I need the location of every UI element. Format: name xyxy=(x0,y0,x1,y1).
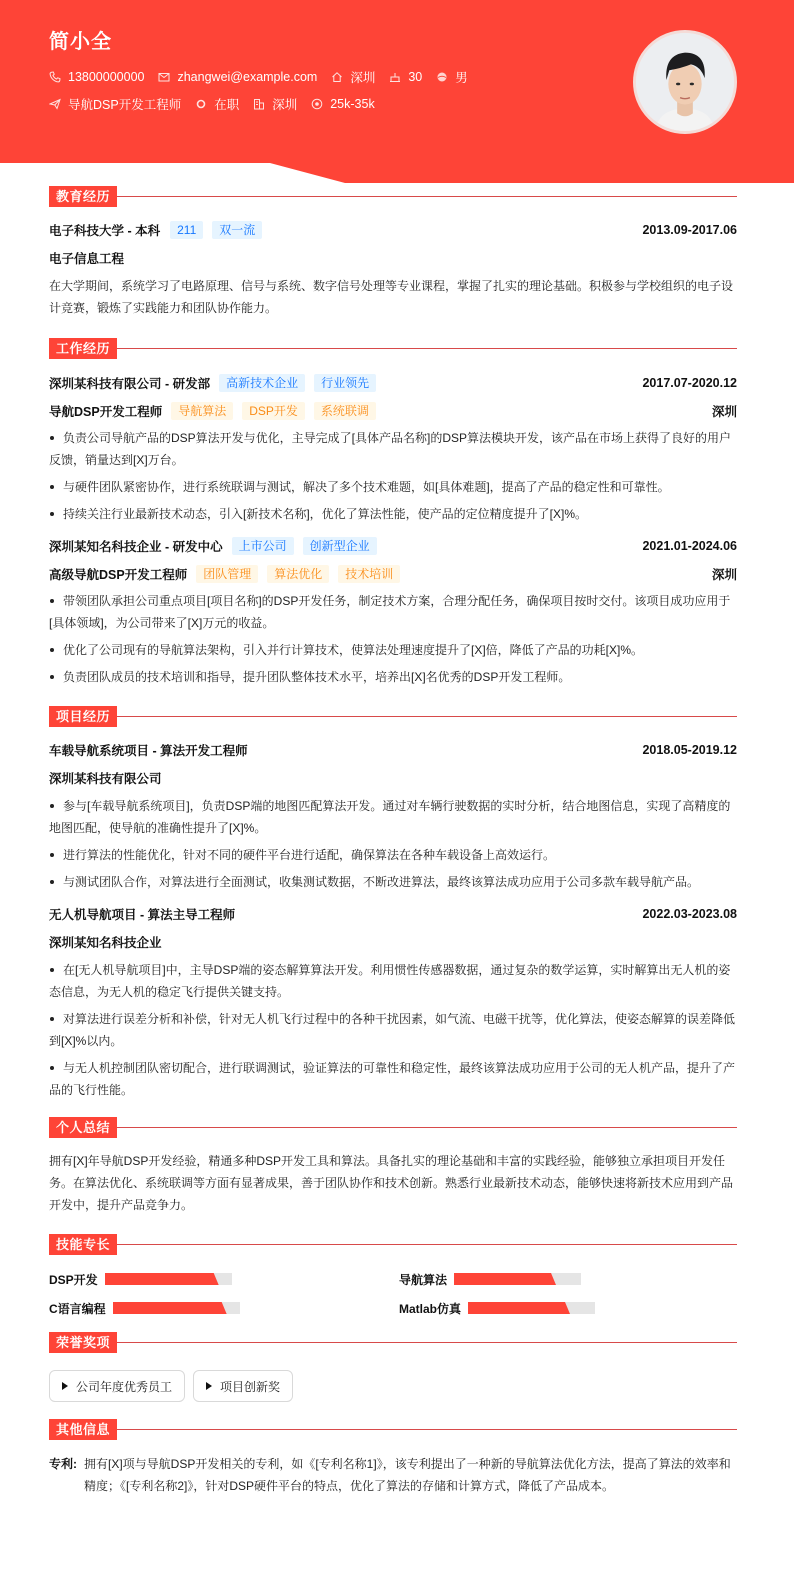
status-icon xyxy=(195,98,207,110)
position-tag: 算法优化 xyxy=(267,565,329,583)
company-tag: 创新型企业 xyxy=(303,537,377,555)
school-tag: 双一流 xyxy=(212,221,262,239)
age-item xyxy=(389,70,422,84)
gender-item xyxy=(436,68,468,86)
project-company: 深圳某知名科技企业 xyxy=(49,936,162,950)
email-item xyxy=(158,70,317,84)
section-header xyxy=(49,1116,737,1138)
school-tag: 211 xyxy=(170,221,203,239)
skill-name: DSP开发 xyxy=(49,1272,98,1287)
work-city-value: 深圳 xyxy=(272,98,298,112)
building-icon xyxy=(253,98,265,110)
project-title: 车载导航系统项目 - 算法开发工程师 xyxy=(49,744,248,758)
other-section xyxy=(49,1418,737,1497)
company-tag: 高新技术企业 xyxy=(219,374,305,392)
award-label: 公司年度优秀员工 xyxy=(76,1379,173,1394)
projects-section xyxy=(49,705,737,1101)
skill-name: C语言编程 xyxy=(49,1301,106,1316)
position-tag: 系统联调 xyxy=(314,402,376,420)
triangle-right-icon xyxy=(62,1382,68,1390)
work-company-row xyxy=(49,536,737,556)
skills-section xyxy=(49,1233,737,1315)
list-item: 在[无人机导航项目]中，主导DSP端的姿态解算算法开发。利用惯性传感器数据，通过复杂的数学运算，实时解算出无人机的姿态信息，为无人机的稳定飞行提供关键支持。 xyxy=(49,959,737,1003)
work-company-row xyxy=(49,373,737,393)
work-bullets xyxy=(49,427,737,525)
position-tag: 技术培训 xyxy=(338,565,400,583)
awards-list xyxy=(49,1370,737,1402)
gender-icon xyxy=(436,71,448,83)
position-title: 导航DSP开发工程师 xyxy=(49,405,163,419)
work-date: 2021.01-2024.06 xyxy=(642,539,737,553)
age-value: 30 xyxy=(408,70,423,84)
section-divider xyxy=(117,196,737,197)
section-divider xyxy=(117,716,737,717)
patent-text: 拥有[X]项与导航DSP开发相关的专利，如《[专利名称1]》，该专利提出了一种新的导航算法优化方法，提高了算法的效率和精度；《[专利名称2]》，针对DSP硬件平台的特点，优化了算法的存储和计算方式，降低了产品成本。 xyxy=(84,1457,731,1493)
section-header xyxy=(49,185,737,207)
section-title-awards: 荣誉奖项 xyxy=(49,1332,117,1353)
education-date: 2013.09-2017.06 xyxy=(642,223,737,237)
cake-icon xyxy=(389,71,401,83)
skill-item xyxy=(49,1272,399,1286)
skill-bar-fill xyxy=(468,1302,570,1314)
list-item: 与硬件团队紧密协作，进行系统联调与测试，解决了多个技术难题，如[具体难题]，提高了产品的稳定性和可靠性。 xyxy=(49,476,737,498)
skill-bar xyxy=(113,1302,240,1314)
project-date: 2022.03-2023.08 xyxy=(642,907,737,921)
section-title-skills: 技能专长 xyxy=(49,1234,117,1255)
phone-item xyxy=(49,70,144,84)
phone-icon xyxy=(49,71,61,83)
section-title-projects: 项目经历 xyxy=(49,706,117,727)
list-item: 优化了公司现有的导航算法架构，引入并行计算技术，使算法处理速度提升了[X]倍，降低了产品的功耗[X]%。 xyxy=(49,639,737,661)
award-label: 项目创新奖 xyxy=(220,1379,281,1394)
project-date: 2018.05-2019.12 xyxy=(642,743,737,757)
project-header-row xyxy=(49,904,737,924)
project-bullets xyxy=(49,959,737,1101)
city-value: 深圳 xyxy=(350,71,376,85)
work-entry xyxy=(49,536,737,688)
salary-icon xyxy=(311,98,323,110)
resume-header xyxy=(0,0,794,183)
award-item xyxy=(49,1370,185,1402)
list-item: 负责公司导航产品的DSP算法开发与优化，主导完成了[具体产品名称]的DSP算法模块开发，该产品在市场上获得了良好的用户反馈，销量达到[X]万台。 xyxy=(49,427,737,471)
skill-bar xyxy=(105,1273,232,1285)
patent-row xyxy=(49,1453,737,1497)
project-title: 无人机导航项目 - 算法主导工程师 xyxy=(49,908,236,922)
skills-grid xyxy=(49,1272,737,1315)
skill-item xyxy=(49,1301,399,1315)
education-description: 在大学期间，系统学习了电路原理、信号与系统、数字信号处理等专业课程，掌握了扎实的理论基础。积极参与学校组织的电子设计竞赛，锻炼了实践能力和团队协作能力。 xyxy=(49,279,734,315)
list-item: 与测试团队合作，对算法进行全面测试，收集测试数据，不断改进算法，最终该算法成功应用于公司多款车载导航产品。 xyxy=(49,871,737,893)
triangle-right-icon xyxy=(206,1382,212,1390)
school-name: 电子科技大学 - 本科 xyxy=(49,224,161,238)
section-divider xyxy=(117,1127,737,1128)
work-location: 深圳 xyxy=(711,405,737,419)
avatar xyxy=(633,30,737,134)
gender-value: 男 xyxy=(455,71,468,85)
mail-icon xyxy=(158,71,170,83)
phone-value: 13800000000 xyxy=(68,70,145,84)
project-company: 深圳某科技有限公司 xyxy=(49,772,162,786)
project-entry xyxy=(49,740,737,893)
work-section xyxy=(49,337,737,688)
work-position-row xyxy=(49,564,737,584)
list-item: 负责团队成员的技术培训和指导，提升团队整体技术水平，培养出[X]名优秀的DSP开发工程师。 xyxy=(49,666,737,688)
work-entry xyxy=(49,373,737,525)
list-item: 持续关注行业最新技术动态，引入[新技术名称]，优化了算法性能，使产品的定位精度提升了[X]%。 xyxy=(49,503,737,525)
education-header-row xyxy=(49,220,737,240)
skill-bar-fill xyxy=(105,1273,219,1285)
home-icon xyxy=(331,71,343,83)
position-item xyxy=(49,95,181,113)
section-header xyxy=(49,1331,737,1353)
summary-section xyxy=(49,1116,737,1216)
major: 电子信息工程 xyxy=(49,252,125,266)
position-tag: DSP开发 xyxy=(242,402,305,420)
project-header-row xyxy=(49,740,737,760)
list-item: 进行算法的性能优化，针对不同的硬件平台进行适配，确保算法在各种车载设备上高效运行。 xyxy=(49,844,737,866)
section-header xyxy=(49,1233,737,1255)
section-header xyxy=(49,337,737,359)
section-divider xyxy=(117,1244,737,1245)
section-header xyxy=(49,705,737,727)
position-tag: 导航算法 xyxy=(171,402,233,420)
section-title-education: 教育经历 xyxy=(49,186,117,207)
work-position-row xyxy=(49,401,737,421)
position-value: 导航DSP开发工程师 xyxy=(68,98,182,112)
avatar-portrait-icon xyxy=(636,33,734,131)
skill-item xyxy=(399,1301,737,1315)
candidate-name: 简小全 xyxy=(49,31,112,53)
section-title-work: 工作经历 xyxy=(49,338,117,359)
salary-value: 25k-35k xyxy=(330,97,375,111)
position-tag: 团队管理 xyxy=(196,565,258,583)
section-divider xyxy=(117,1342,737,1343)
company-name: 深圳某知名科技企业 - 研发中心 xyxy=(49,540,223,554)
summary-text: 拥有[X]年导航DSP开发经验，精通多种DSP开发工具和算法。具备扎实的理论基础和丰富的实践经验，能够独立承担项目开发任务。在算法优化、系统联调等方面有显著成果，善于团队协作和技术创新。熟悉行业最新技术动态，能够快速将新技术应用到产品开发中，提升产品竞争力。 xyxy=(49,1154,734,1212)
company-tag: 上市公司 xyxy=(232,537,294,555)
section-title-other: 其他信息 xyxy=(49,1419,117,1440)
section-title-summary: 个人总结 xyxy=(49,1117,117,1138)
list-item: 对算法进行误差分析和补偿，针对无人机飞行过程中的各种干扰因素，如气流、电磁干扰等，优化算法，使姿态解算的误差降低到[X]%以内。 xyxy=(49,1008,737,1052)
list-item: 与无人机控制团队密切配合，进行联调测试，验证算法的可靠性和稳定性，最终该算法成功应用于公司的无人机产品，提升了产品的飞行性能。 xyxy=(49,1057,737,1101)
status-item xyxy=(195,95,239,113)
status-value: 在职 xyxy=(214,98,240,112)
skill-name: Matlab仿真 xyxy=(399,1301,462,1316)
skill-bar xyxy=(468,1302,595,1314)
company-name: 深圳某科技有限公司 - 研发部 xyxy=(49,377,211,391)
position-title: 高级导航DSP开发工程师 xyxy=(49,568,188,582)
paper-plane-icon xyxy=(49,98,61,110)
work-location: 深圳 xyxy=(711,568,737,582)
work-city-item xyxy=(253,95,297,113)
city-item xyxy=(331,68,375,86)
skill-item xyxy=(399,1272,737,1286)
skill-bar-fill xyxy=(113,1302,227,1314)
skill-bar-fill xyxy=(454,1273,556,1285)
salary-item xyxy=(311,97,374,111)
list-item: 带领团队承担公司重点项目[项目名称]的DSP开发任务，制定技术方案，合理分配任务，确保项目按时交付。该项目成功应用于[具体领域]，为公司带来了[X]万元的收益。 xyxy=(49,590,737,634)
section-header xyxy=(49,1418,737,1440)
list-item: 参与[车载导航系统项目]，负责DSP端的地图匹配算法开发。通过对车辆行驶数据的实时分析，结合地图信息，实现了高精度的地图匹配，使导航的准确性提升了[X]%。 xyxy=(49,795,737,839)
company-tag: 行业领先 xyxy=(314,374,376,392)
section-divider xyxy=(117,1429,737,1430)
skill-bar xyxy=(454,1273,581,1285)
section-divider xyxy=(117,348,737,349)
work-bullets xyxy=(49,590,737,688)
project-bullets xyxy=(49,795,737,893)
patent-label: 专利: xyxy=(49,1457,77,1471)
skill-name: 导航算法 xyxy=(399,1272,448,1287)
work-date: 2017.07-2020.12 xyxy=(642,376,737,390)
project-entry xyxy=(49,904,737,1101)
awards-section xyxy=(49,1331,737,1402)
email-value: zhangwei@example.com xyxy=(177,70,318,84)
education-section xyxy=(49,185,737,319)
award-item xyxy=(193,1370,293,1402)
